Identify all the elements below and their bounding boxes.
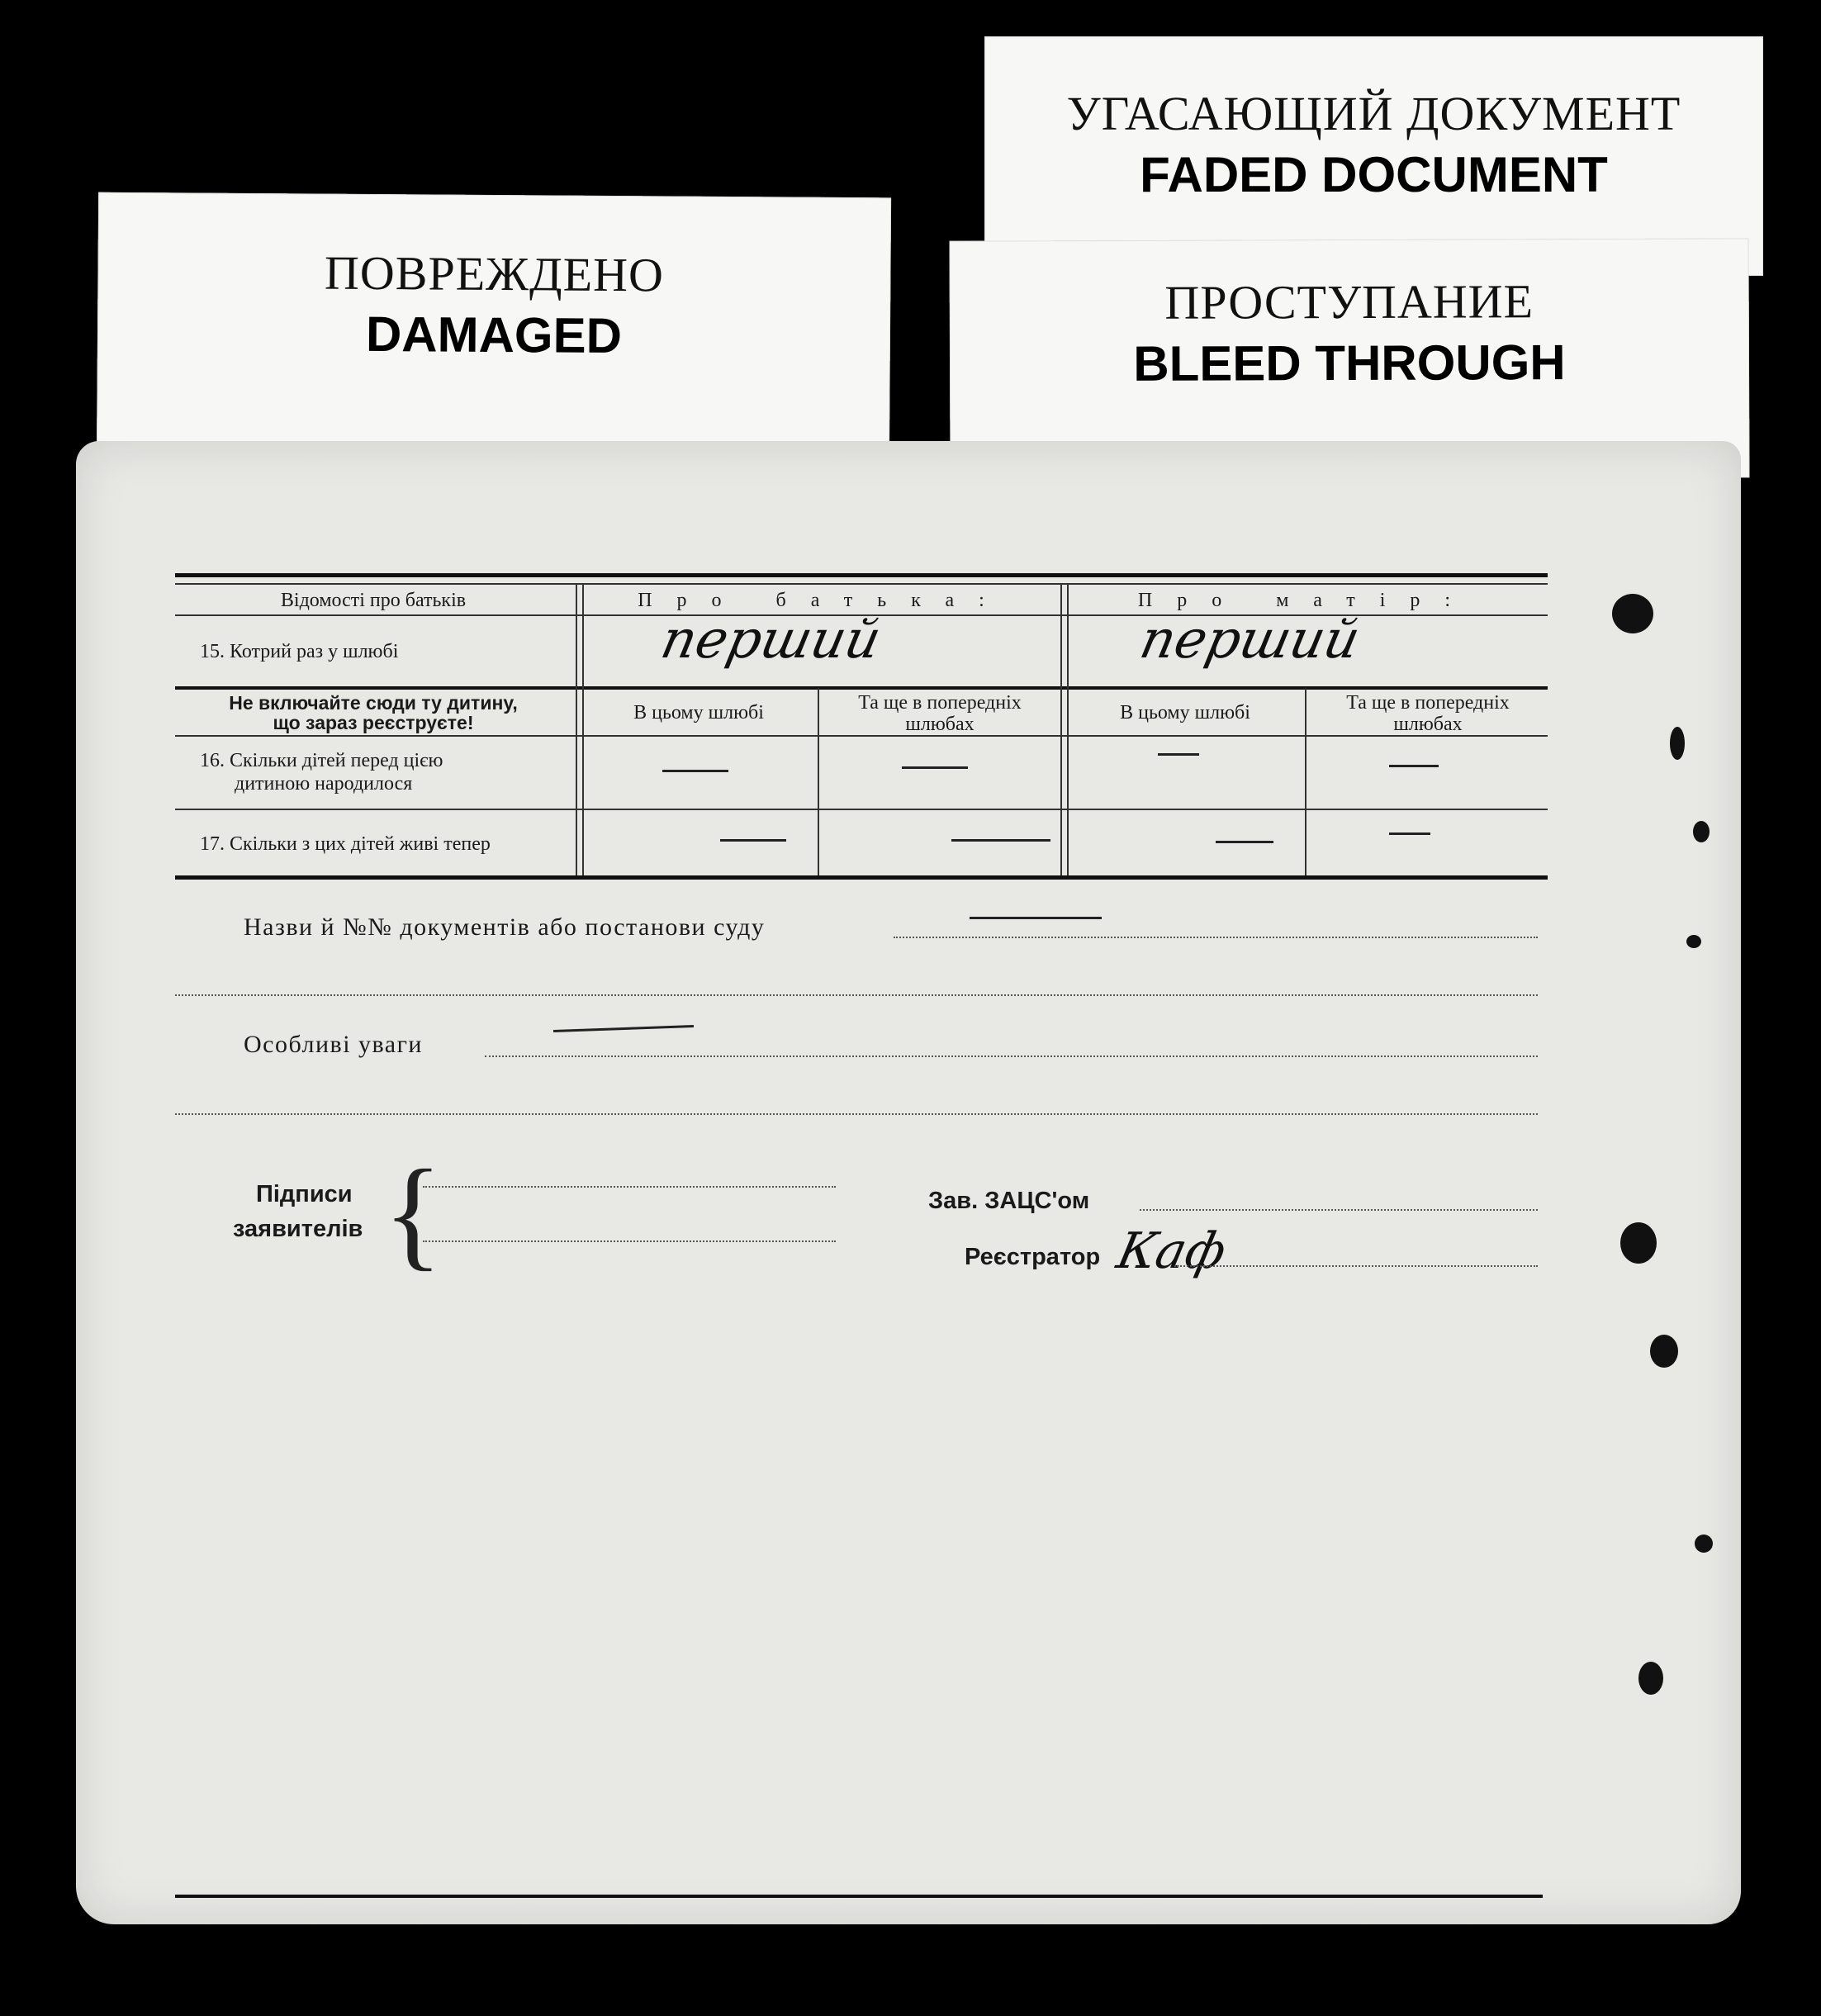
row17-dash [951, 839, 1050, 842]
note-line1: Не включайте сюди ту дитину, [229, 692, 518, 714]
signatures-label-line2: заявителів [233, 1216, 363, 1242]
subheader-this-marriage-mother: В цьому шлюбі [1120, 702, 1250, 723]
binding-hole [1620, 1222, 1657, 1264]
binding-hole [1670, 727, 1685, 760]
table-rule [175, 686, 1548, 690]
documents-line [894, 935, 1538, 938]
row16-label-line2: дитиною народилося [235, 773, 413, 795]
header-mother: Про матір: [1137, 590, 1476, 611]
row16-dash [1389, 765, 1439, 767]
signature-line-2 [423, 1239, 836, 1242]
damaged-label-en: DAMAGED [365, 306, 623, 364]
head-line [1140, 1207, 1538, 1211]
table-rule [175, 809, 1548, 810]
faded-label-ru: УГАСАЮЩИЙ ДОКУМЕНТ [1066, 87, 1681, 140]
note-line2: що зараз реєструєте! [273, 712, 474, 733]
bleed-label-ru: ПРОСТУПАНИЕ [1164, 274, 1534, 330]
registrar-label: Реєстратор [965, 1244, 1101, 1270]
damaged-label-ru: ПОВРЕЖДЕНО [324, 245, 665, 302]
remarks-label: Особливі уваги [244, 1031, 423, 1058]
row15-father-value: перший [656, 610, 886, 671]
row16-dash [662, 770, 728, 772]
header-father: Про батька: [638, 590, 1009, 611]
head-label: Зав. ЗАЦС'ом [928, 1188, 1090, 1214]
table-column-divider [1060, 583, 1069, 875]
table-column-divider [1305, 688, 1306, 875]
binding-hole [1612, 594, 1653, 633]
remarks-line [485, 1054, 1538, 1057]
bottom-rule [175, 1895, 1543, 1898]
registrar-line [1174, 1264, 1538, 1267]
header-parents-info: Відомості про батьків [280, 590, 467, 611]
registrar-signature: Каф [1112, 1222, 1231, 1280]
documents-line-2 [175, 993, 1538, 996]
binding-hole [1693, 821, 1710, 842]
row15-mother-value: перший [1135, 610, 1365, 671]
table-column-divider [818, 688, 819, 875]
row16-dash [902, 766, 968, 769]
row17-label: 17. Скільки з цих дітей живі тепер [200, 833, 491, 855]
remarks-dash [553, 1025, 694, 1032]
table-column-divider [576, 583, 584, 875]
row16-dash [1158, 753, 1199, 756]
document-sheet [76, 441, 1741, 1924]
row16-label-line1: 16. Скільки дітей перед цією [200, 750, 443, 771]
row17-dash [720, 839, 786, 842]
remarks-line-2 [175, 1112, 1538, 1115]
signature-line-1 [423, 1184, 836, 1188]
signatures-label-line1: Підписи [256, 1181, 353, 1207]
documents-label: Назви й №№ документів або постанови суду [244, 913, 766, 941]
binding-hole [1695, 1535, 1713, 1553]
damaged-label-card [97, 192, 891, 471]
row17-dash [1389, 832, 1430, 835]
binding-hole [1650, 1335, 1678, 1368]
table-rule [175, 583, 1548, 585]
subheader-previous-mother: Та ще в попередніх шлюбах [1346, 692, 1510, 735]
table-top-rule [175, 573, 1548, 577]
row17-dash [1216, 841, 1273, 843]
table-bottom-rule [175, 875, 1548, 880]
documents-dash [970, 917, 1102, 919]
binding-hole [1686, 935, 1701, 948]
binding-hole [1638, 1662, 1663, 1695]
table-rule [175, 735, 1548, 737]
signatures-brace: { [383, 1145, 443, 1282]
row15-label: 15. Котрий раз у шлюбі [200, 641, 399, 662]
subheader-this-marriage-father: В цьому шлюбі [633, 702, 764, 723]
subheader-previous-father: Та ще в попередніх шлюбах [858, 692, 1022, 735]
bleed-label-en: BLEED THROUGH [1133, 334, 1566, 391]
faded-label-en: FADED DOCUMENT [1140, 147, 1608, 202]
